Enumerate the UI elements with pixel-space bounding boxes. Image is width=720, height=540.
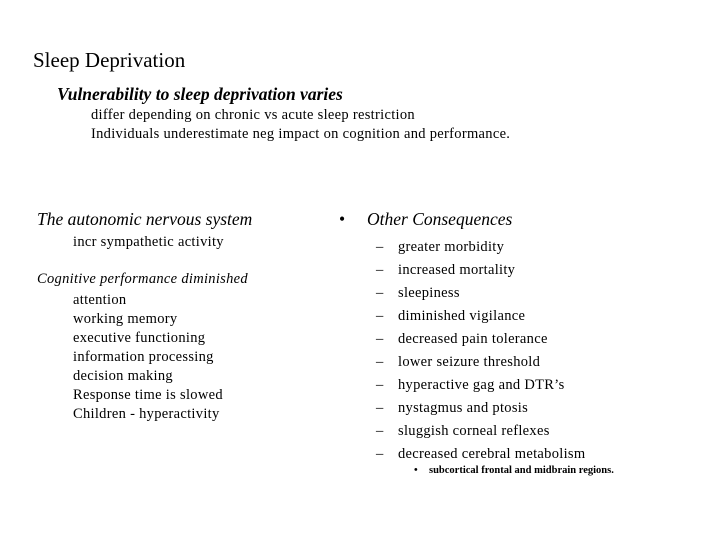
consequences-list: [376, 236, 585, 466]
dash-icon: –: [376, 354, 384, 370]
dash-icon: –: [376, 262, 384, 278]
dash-icon: –: [376, 400, 384, 416]
dash-icon: –: [376, 377, 384, 393]
intro-line: Individuals underestimate neg impact on cognition and performance.: [91, 126, 511, 142]
list-item: decision making: [73, 368, 173, 384]
list-item-text: hyperactive gag and DTR’s: [398, 377, 565, 393]
list-item-text: greater morbidity: [398, 239, 505, 255]
cognitive-list: [73, 291, 223, 424]
list-item-text: decreased cerebral metabolism: [398, 446, 586, 462]
list-item: [376, 443, 585, 466]
list-item-text: sluggish corneal reflexes: [398, 423, 550, 439]
cognitive-heading: Cognitive performance diminished: [37, 271, 248, 287]
list-item-text: sleepiness: [398, 285, 460, 301]
list-item: attention: [73, 292, 127, 308]
autonomic-heading: The autonomic nervous system: [37, 209, 253, 229]
list-item: [376, 259, 585, 282]
dash-icon: –: [376, 423, 384, 439]
list-item: executive functioning: [73, 330, 206, 346]
list-item-text: decreased pain tolerance: [398, 331, 548, 347]
dash-icon: –: [376, 446, 384, 462]
list-item: [376, 374, 585, 397]
consequences-heading: [339, 209, 512, 230]
list-item: [376, 420, 585, 443]
list-item: [376, 351, 585, 374]
dash-icon: –: [376, 331, 384, 347]
list-item: Response time is slowed: [73, 387, 223, 403]
list-item-text: lower seizure threshold: [398, 354, 541, 370]
list-item: information processing: [73, 349, 214, 365]
list-item: [376, 328, 585, 351]
bullet-icon: •: [414, 465, 418, 476]
slide-subtitle: Vulnerability to sleep deprivation varies: [57, 84, 343, 104]
dash-icon: –: [376, 308, 384, 324]
consequences-heading-text: Other Consequences: [367, 209, 513, 229]
sub-bullet-item: [414, 465, 614, 476]
list-item-text: nystagmus and ptosis: [398, 400, 529, 416]
list-item: Children - hyperactivity: [73, 406, 220, 422]
bullet-icon: •: [339, 209, 346, 229]
list-item: [376, 236, 585, 259]
list-item: [376, 397, 585, 420]
list-item: [376, 282, 585, 305]
autonomic-detail: incr sympathetic activity: [73, 234, 224, 250]
list-item: [376, 305, 585, 328]
slide-title: Sleep Deprivation: [33, 48, 186, 72]
dash-icon: –: [376, 285, 384, 301]
list-item: working memory: [73, 311, 178, 327]
list-item-text: increased mortality: [398, 262, 516, 278]
sub-bullet-text: subcortical frontal and midbrain regions.: [429, 465, 614, 476]
dash-icon: –: [376, 239, 384, 255]
intro-line: differ depending on chronic vs acute sleep restriction: [91, 107, 415, 123]
list-item-text: diminished vigilance: [398, 308, 526, 324]
